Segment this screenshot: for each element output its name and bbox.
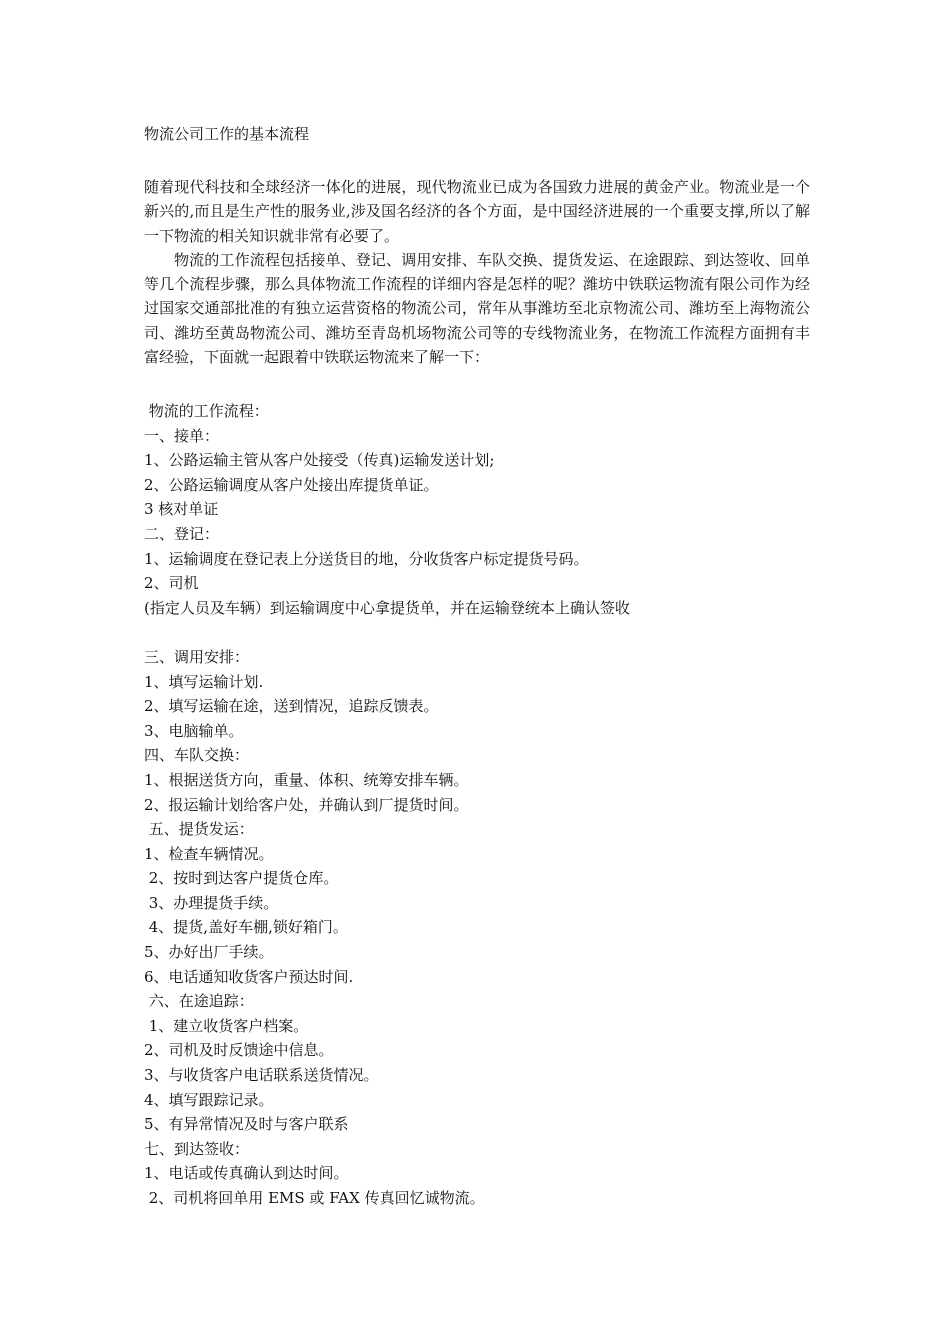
- step-item: 5、办好出厂手续。: [144, 943, 274, 962]
- document-title: 物流公司工作的基本流程: [144, 125, 310, 143]
- section-heading: 六、在途追踪：: [144, 992, 254, 1011]
- step-item: 4、填写跟踪记录。: [144, 1090, 274, 1109]
- step-item: 3、电脑输单。: [144, 721, 244, 740]
- step-item: (指定人员及车辆）到运输调度中心拿提货单，并在运输登统本上确认签收: [144, 598, 630, 617]
- step-item: 1、公路运输主管从客户处接受（传真)运输发送计划;: [144, 451, 495, 470]
- step-item: 3、与收货客户电话联系送货情况。: [144, 1066, 379, 1085]
- step-item: 1、电话或传真确认到达时间。: [144, 1164, 349, 1183]
- section-heading: 二、登记：: [144, 524, 220, 543]
- step-item: 3、办理提货手续。: [144, 893, 279, 912]
- step-item: 2、公路运输调度从客户处接出库提货单证。: [144, 475, 439, 494]
- workflow-steps: [144, 399, 810, 1211]
- step-item: 1、检查车辆情况。: [144, 844, 274, 863]
- step-item: 4、提货,盖好车棚,锁好箱门。: [144, 918, 348, 937]
- step-item: 2、按时到达客户提货仓库。: [144, 869, 339, 888]
- section-heading: 七、到达签收：: [144, 1139, 250, 1158]
- section-heading: 四、车队交换：: [144, 746, 250, 765]
- intro-section: [144, 175, 810, 369]
- section-heading: 五、提货发运：: [144, 820, 254, 839]
- step-item: 2、报运输计划给客户处，并确认到厂提货时间。: [144, 795, 469, 814]
- workflow-heading: 物流的工作流程：: [144, 402, 269, 420]
- step-item: 2、填写运输在途，送到情况，追踪反馈表。: [144, 697, 439, 716]
- step-item: 1、建立收货客户档案。: [144, 1016, 309, 1035]
- step-item: 1、根据送货方向，重量、体积、统筹安排车辆。: [144, 770, 469, 789]
- step-item: 2、司机将回单用 EMS 或 FAX 传真回忆诚物流。: [144, 1189, 485, 1207]
- step-item: 1、运输调度在登记表上分送货目的地，分收货客户标定提货号码。: [144, 549, 589, 568]
- section-heading: 一、接单：: [144, 426, 220, 445]
- section-heading: 三、调用安排：: [144, 647, 250, 666]
- intro-paragraph: 物流的工作流程包括接单、登记、调用安排、车队交换、提货发运、在途跟踪、到达签收、回单等几个流程步骤，那么具体物流工作流程的详细内容是怎样的呢？潍坊中铁联运物流有限公司作为经过国家交通部批准的有独立运营资格的物流公司，常年从事潍坊至北京物流公司、潍坊至上海物流公司、潍坊至黄岛物流公司、潍坊至青岛机场物流公司等的专线物流业务，在物流工作流程方面拥有丰富经验，下面就一起跟着中铁联运物流来了解一下：: [144, 250, 810, 367]
- intro-paragraph: 随着现代科技和全球经济一体化的进展，现代物流业已成为各国致力进展的黄金产业。物流业是一个新兴的,而且是生产性的服务业,涉及国名经济的各个方面，是中国经济进展的一个重要支撑,所以了解一下物流的相关知识就非常有必要了。: [144, 178, 810, 245]
- step-item: 5、有异常情况及时与客户联系: [144, 1115, 349, 1134]
- blank-line: [144, 620, 810, 645]
- step-item: 6、电话通知收货客户预达时间.: [144, 967, 354, 986]
- step-item: 3 核对单证: [144, 500, 219, 519]
- step-item: 2、司机: [144, 574, 199, 593]
- step-item: 2、司机及时反馈途中信息。: [144, 1041, 334, 1060]
- step-item: 1、填写运输计划.: [144, 672, 264, 691]
